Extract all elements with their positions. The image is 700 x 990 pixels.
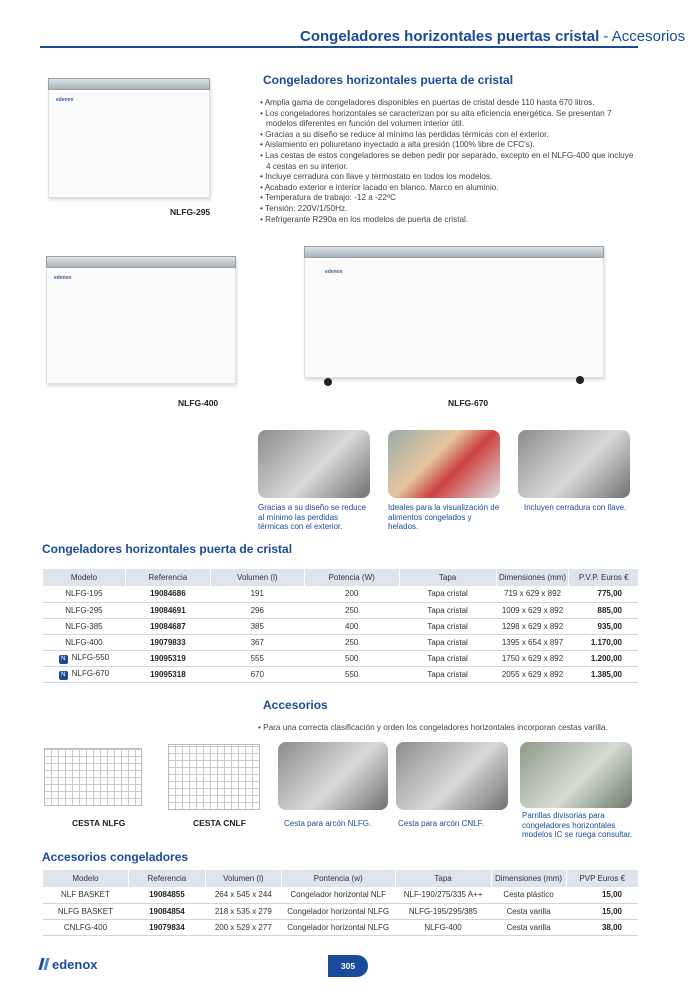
cell-volume: 367 xyxy=(210,634,304,650)
feature-caption: Gracias a su diseño se reduce al mínimo las perdidas térmicas con el exterior. xyxy=(258,503,367,532)
cell-reference: 19084687 xyxy=(125,618,210,634)
intro-heading: Congeladores horizontales puerta de cristal xyxy=(263,73,514,87)
table-row xyxy=(43,887,639,903)
cell-dimensions: 1009 x 629 x 892 xyxy=(496,602,569,618)
cell-dimensions: 1395 x 654 x 897 xyxy=(496,634,569,650)
basket-image-cnlf xyxy=(168,744,260,810)
cell-power: 550 xyxy=(304,666,399,682)
cell-volume: 191 xyxy=(210,586,304,602)
cell-dimensions: 2055 x 629 x 892 xyxy=(496,666,569,682)
cell-price: 935,00 xyxy=(569,618,638,634)
cell-lid: Tapa cristal xyxy=(399,602,496,618)
cell-price: 1.385,00 xyxy=(569,666,638,682)
feature-caption: Incluyen cerradura con llave. xyxy=(524,503,627,512)
cell-reference: 19079834 xyxy=(128,919,205,935)
cell-dimensions: Cesta varilla xyxy=(491,903,566,919)
column-header: Potencia (W) xyxy=(304,569,399,586)
cell-power: 250 xyxy=(304,634,399,650)
table-row xyxy=(43,650,639,666)
table-header-row xyxy=(43,569,639,586)
accessory-photo-dividers xyxy=(520,742,632,808)
list-item: • Temperatura de trabajo: -12 a -22ºC xyxy=(258,193,638,204)
cell-volume: 200 x 529 x 277 xyxy=(205,919,281,935)
column-header: Volumen (l) xyxy=(210,569,304,586)
accessory-caption: Cesta para arcón CNLF. xyxy=(398,819,484,828)
wheel-icon xyxy=(324,378,332,386)
cell-volume: 218 x 535 x 279 xyxy=(205,903,281,919)
basket-label-nlfg: CESTA NLFG xyxy=(72,818,126,828)
accessory-table xyxy=(42,870,638,936)
cell-volume: 264 x 545 x 244 xyxy=(205,887,281,903)
feature-caption: Ideales para la visualización de alimentos congelados y helados. xyxy=(388,503,500,532)
list-item: • Amplia gama de congeladores disponibles en puertas de cristal desde 110 hasta 670 litros. xyxy=(258,98,638,109)
list-item: • Las cestas de estos congeladores se deben pedir por separado, excepto en el NLFG-400 que incluye 4 cestas en su interior. xyxy=(258,151,638,172)
cell-lid: NLFG-195/295/385 xyxy=(395,903,491,919)
basket-label-cnlf: CESTA CNLF xyxy=(193,818,246,828)
column-header: Referencia xyxy=(128,870,205,887)
cell-dimensions: Cesta plástico xyxy=(491,887,566,903)
model-label-nlfg-400: NLFG-400 xyxy=(178,398,219,408)
table-row xyxy=(43,602,639,618)
model-label-nlfg-670: NLFG-670 xyxy=(448,398,489,408)
list-item: • Acabado exterior e interior lacado en blanco. Marco en aluminio. xyxy=(258,183,638,194)
accessory-caption: Cesta para arcón NLFG. xyxy=(284,819,372,828)
table-row xyxy=(43,586,639,602)
cell-reference: 19095319 xyxy=(125,650,210,666)
cell-volume: 385 xyxy=(210,618,304,634)
column-header: Dimensiones (mm) xyxy=(491,870,566,887)
cell-dimensions: 1298 x 629 x 892 xyxy=(496,618,569,634)
cell-model: N NLFG-670 xyxy=(43,666,126,682)
freezer-image-nlfg-670: edenox xyxy=(304,246,604,378)
column-header: Pontencia (w) xyxy=(281,870,395,887)
accessories-bullet: • Para una correcta clasificación y orden los congeladores horizontales incorporan cestas varilla. xyxy=(258,723,608,732)
new-badge-icon: N xyxy=(59,655,68,664)
cell-dimensions: 719 x 629 x 892 xyxy=(496,586,569,602)
table-header-row xyxy=(43,870,639,887)
cell-reference: 19095318 xyxy=(125,666,210,682)
freezer-table-heading: Congeladores horizontales puerta de cristal xyxy=(42,542,293,556)
wheel-icon xyxy=(576,376,584,384)
cell-price: 775,00 xyxy=(569,586,638,602)
cell-volume: 555 xyxy=(210,650,304,666)
cell-dimensions: 1750 x 629 x 892 xyxy=(496,650,569,666)
list-item: • Incluye cerradura con llave y termostato en todos los modelos. xyxy=(258,172,638,183)
cell-reference: 19079833 xyxy=(125,634,210,650)
list-item: • Gracias a su diseño se reduce al mínimo las perdidas térmicas con el exterior. xyxy=(258,130,638,141)
list-item: • Los congeladores horizontales se caracterizan por su alta eficiencia energética. Se presentan 7 modelos diferentes en función del volumen interior útil. xyxy=(258,109,638,130)
feature-photo-insulation xyxy=(258,430,370,498)
cell-reference: 19084855 xyxy=(128,887,205,903)
freezer-image-nlfg-295: edenox xyxy=(48,78,210,198)
basket-image-nlfg xyxy=(44,748,142,806)
accessory-table-heading: Accesorios congeladores xyxy=(42,850,189,864)
cell-model: CNLFG-400 xyxy=(43,919,129,935)
cell-price: 1.200,00 xyxy=(569,650,638,666)
accessory-photo-cnlf xyxy=(396,742,508,810)
column-header: P.V.P. Euros € xyxy=(569,569,638,586)
cell-power: Congelador horizontal NLFG xyxy=(281,903,395,919)
accessory-photo-nlfg xyxy=(278,742,388,810)
cell-model: NLFG-195 xyxy=(43,586,126,602)
table-row xyxy=(43,903,639,919)
column-header: PVP Euros € xyxy=(566,870,638,887)
cell-lid: NLF-190/275/335 A++ xyxy=(395,887,491,903)
column-header: Modelo xyxy=(43,569,126,586)
column-header: Referencia xyxy=(125,569,210,586)
cell-model: NLFG-400 xyxy=(43,634,126,650)
cell-reference: 19084854 xyxy=(128,903,205,919)
column-header: Modelo xyxy=(43,870,129,887)
accessories-heading: Accesorios xyxy=(263,698,328,712)
features-list xyxy=(258,98,638,225)
table-row xyxy=(43,618,639,634)
column-header: Tapa xyxy=(395,870,491,887)
cell-model: NLFG-385 xyxy=(43,618,126,634)
footer-logo: edenox xyxy=(40,957,98,972)
cell-power: Congelador horizontal NLFG xyxy=(281,919,395,935)
cell-price: 15,00 xyxy=(566,887,638,903)
header-divider xyxy=(40,46,638,48)
cell-model: NLFG-295 xyxy=(43,602,126,618)
cell-dimensions: Cesta varilla xyxy=(491,919,566,935)
cell-model: NLFG BASKET xyxy=(43,903,129,919)
cell-price: 885,00 xyxy=(569,602,638,618)
page-title: Congeladores horizontales puertas cristal - Accesorios xyxy=(300,28,686,45)
cell-volume: 296 xyxy=(210,602,304,618)
table-row xyxy=(43,634,639,650)
cell-power: 500 xyxy=(304,650,399,666)
cell-lid: Tapa cristal xyxy=(399,634,496,650)
list-item: • Aislamiento en poliuretano inyectado a alta presión (100% libre de CFC's). xyxy=(258,140,638,151)
cell-lid: Tapa cristal xyxy=(399,666,496,682)
table-row xyxy=(43,666,639,682)
list-item: • Tensión: 220V/1/50Hz. xyxy=(258,204,638,215)
cell-volume: 670 xyxy=(210,666,304,682)
freezer-image-nlfg-400: edenox xyxy=(46,256,236,384)
cell-power: Congelador horizontal NLF xyxy=(281,887,395,903)
freezer-table xyxy=(42,569,638,683)
cell-model: N NLFG-550 xyxy=(43,650,126,666)
cell-reference: 19084691 xyxy=(125,602,210,618)
cell-reference: 19084686 xyxy=(125,586,210,602)
new-badge-icon: N xyxy=(59,671,68,680)
accessory-caption: Parrillas divisorias para congeladores horizontales modelos IC se ruega consultar. xyxy=(522,811,633,840)
cell-price: 38,00 xyxy=(566,919,638,935)
column-header: Volumen (l) xyxy=(205,870,281,887)
column-header: Dimensiones (mm) xyxy=(496,569,569,586)
cell-price: 1.170,00 xyxy=(569,634,638,650)
table-row xyxy=(43,919,639,935)
feature-photo-lock xyxy=(518,430,630,498)
cell-power: 400 xyxy=(304,618,399,634)
cell-lid: NLFG-400 xyxy=(395,919,491,935)
page-number: 305 xyxy=(328,955,368,977)
edenox-logo-icon xyxy=(38,958,49,970)
cell-lid: Tapa cristal xyxy=(399,618,496,634)
cell-lid: Tapa cristal xyxy=(399,586,496,602)
cell-lid: Tapa cristal xyxy=(399,650,496,666)
cell-price: 15,00 xyxy=(566,903,638,919)
column-header: Tapa xyxy=(399,569,496,586)
model-label-nlfg-295: NLFG-295 xyxy=(170,207,211,217)
cell-power: 200 xyxy=(304,586,399,602)
feature-photo-display xyxy=(388,430,500,498)
list-item: • Refrigerante R290a en los modelos de puerta de cristal. xyxy=(258,215,638,226)
cell-model: NLF BASKET xyxy=(43,887,129,903)
cell-power: 250 xyxy=(304,602,399,618)
